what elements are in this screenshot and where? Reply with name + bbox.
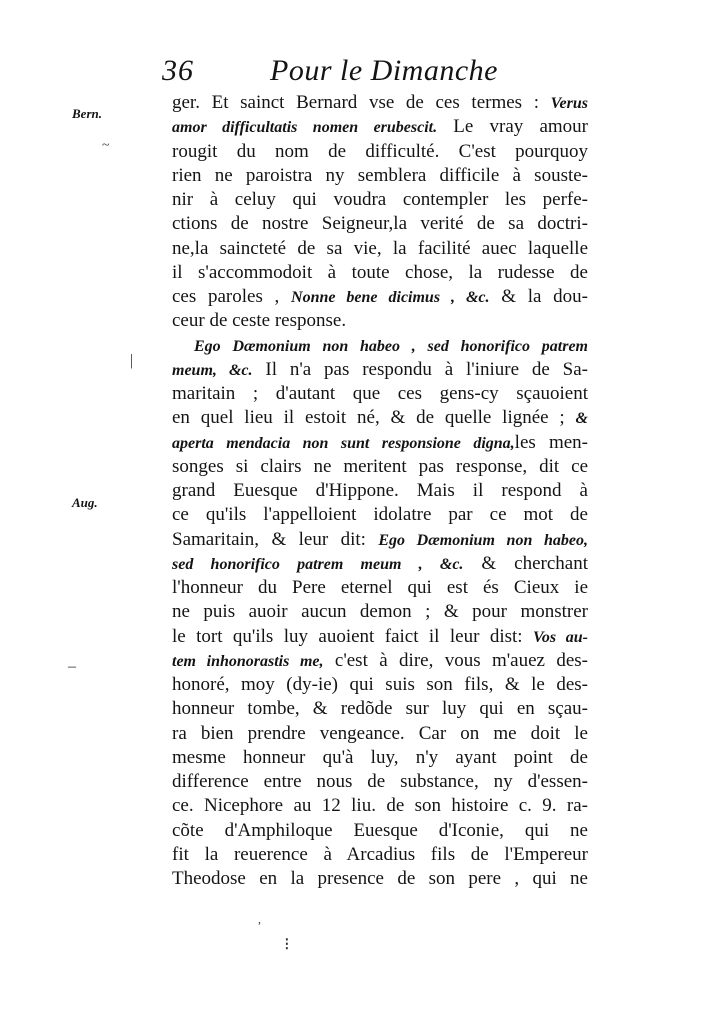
text-line	[172, 261, 588, 285]
latin-quote: Verus	[550, 95, 588, 112]
text-line	[172, 309, 588, 333]
marginal-note-augustin: Aug.	[72, 495, 98, 510]
text-run: ce. Nicephore au 12 liu. de son histoire c. 9. ra-	[172, 795, 588, 817]
text-run: il s'accommodoit à toute chose, la rudesse de	[172, 261, 588, 283]
text-line	[172, 406, 588, 430]
text-run: Theodose en la presence de son pere , qui ne	[172, 868, 588, 889]
text-run: ne,la saincteté de sa vie, la facilité auec laquelle	[172, 237, 588, 259]
text-line	[172, 188, 588, 212]
marginal-note-bernard: Bern.	[72, 106, 102, 121]
latin-quote: &	[575, 410, 588, 428]
text-line	[172, 358, 588, 382]
text-line	[172, 746, 588, 770]
text-line	[172, 794, 588, 818]
text-line	[172, 431, 588, 455]
text-line	[172, 819, 588, 843]
text-run: c'est à dire, vous m'auez des-	[323, 649, 589, 671]
text-line	[172, 649, 588, 673]
text-run: honneur tombe, & redõde sur luy qui en sçau-	[172, 698, 588, 720]
text-run: les men-	[514, 431, 588, 453]
latin-quote: Vos au-	[532, 628, 588, 646]
text-run: nir à celuy qui voudra contempler les perfe-	[172, 189, 588, 210]
latin-quote: tem inhonorastis me,	[172, 652, 324, 670]
text-run: ne puis auoir aucun demon ; & pour monstrer	[172, 601, 588, 623]
text-run: rougit du nom de difficulté. C'est pourquoy	[172, 140, 588, 162]
text-run: l'honneur du Pere eternel qui est és Cieux ie	[172, 577, 588, 598]
text-run: ces paroles ,	[172, 286, 292, 307]
text-line	[172, 770, 588, 794]
text-run: songes si clairs ne meritent pas response, dit ce	[172, 455, 588, 477]
text-run: ger. Et sainct Bernard vse de ces termes :	[172, 92, 551, 113]
text-run: & la dou-	[489, 286, 588, 307]
latin-quote: Ego Dæmonium non habeo,	[378, 531, 588, 549]
text-line	[172, 600, 588, 624]
latin-quote: Nonne bene dicimus , &c.	[291, 289, 490, 306]
text-line	[172, 285, 588, 309]
text-line	[172, 164, 588, 188]
text-run: fit la reuerence à Arcadius fils de l'Empereur	[172, 843, 588, 865]
text-line	[172, 843, 588, 867]
text-line	[172, 697, 588, 721]
ink-mark: –	[68, 658, 76, 675]
text-run: ce qu'ils l'appelloient idolatre par ce mot de	[172, 504, 588, 526]
text-line	[172, 552, 588, 576]
ink-mark: ~	[102, 138, 110, 153]
ink-mark: ⁝	[284, 934, 290, 954]
text-line	[172, 212, 588, 236]
text-line	[172, 140, 588, 164]
page-number: 36	[162, 54, 194, 87]
page-header	[160, 54, 600, 90]
text-line	[172, 625, 588, 649]
text-run: Il n'a pas respondu à l'iniure de Sa-	[252, 358, 588, 380]
text-line	[172, 576, 588, 600]
text-run: en quel lieu il estoit né, & de quelle lignée ;	[172, 407, 576, 429]
latin-quote: sed honorifico patrem meum , &c.	[172, 555, 464, 573]
text-run: le tort qu'ils luy auoient faict il leur dist:	[172, 625, 533, 647]
text-run: Le vray amour	[437, 116, 589, 138]
text-line	[172, 867, 588, 891]
latin-quote: Ego Dæmonium non habeo , sed honorifico patrem	[194, 337, 588, 355]
text-line	[172, 722, 588, 746]
text-run: cõte d'Amphiloque Euesque d'Iconie, qui ne	[172, 819, 588, 841]
text-line	[172, 528, 588, 552]
text-run: ra bien prendre vengeance. Car on me doit le	[172, 722, 588, 744]
text-line	[172, 115, 588, 139]
text-run: Samaritain, & leur dit:	[172, 528, 379, 550]
text-run: honoré, moy (dy-ie) qui suis son fils, & le des-	[172, 674, 588, 695]
body-text	[172, 91, 588, 891]
text-run: difference entre nous de substance, ny d'essen-	[172, 771, 588, 792]
latin-quote: meum, &c.	[172, 361, 253, 379]
text-run: maritain ; d'autant que ces gens-cy sçauoient	[172, 383, 588, 404]
text-run: rien ne paroistra ny semblera difficile à souste-	[172, 164, 588, 186]
text-line	[172, 455, 588, 479]
latin-quote: aperta mendacia non sunt responsione digna,	[172, 434, 515, 452]
text-run: ctions de nostre Seigneur,la verité de sa doctri-	[172, 213, 588, 235]
text-line	[172, 382, 588, 406]
latin-quote: amor difficultatis nomen erubescit.	[172, 119, 438, 137]
text-run: & cherchant	[463, 552, 588, 574]
text-line	[172, 91, 588, 115]
text-run: mesme honneur qu'à luy, n'y ayant point de	[172, 746, 588, 768]
text-line	[172, 334, 588, 358]
ink-mark: |	[130, 352, 134, 369]
text-line	[172, 237, 588, 261]
text-run: ceur de ceste response.	[172, 310, 347, 332]
running-title: Pour le Dimanche	[270, 54, 498, 87]
text-line	[172, 479, 588, 503]
ink-mark: ,	[258, 912, 261, 926]
text-line	[172, 503, 588, 527]
text-line	[172, 673, 588, 697]
text-run: grand Euesque d'Hippone. Mais il respond à	[172, 480, 588, 501]
